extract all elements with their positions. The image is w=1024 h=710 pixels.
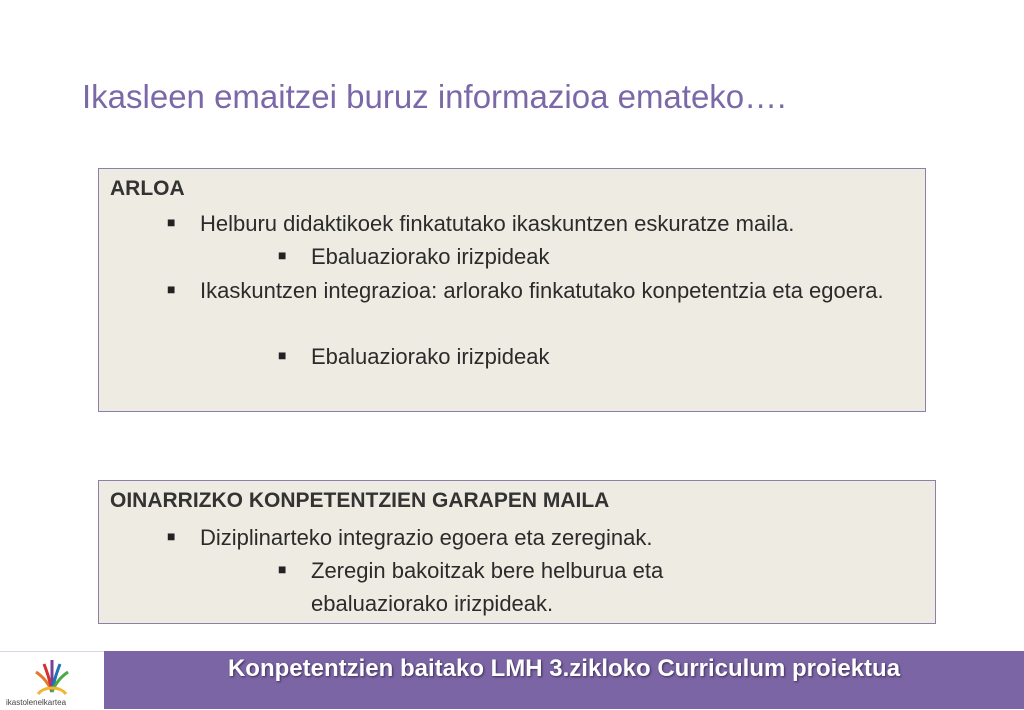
konpetentzien-box xyxy=(98,480,936,624)
slide-title: Ikasleen emaitzei buruz informazioa emateko…. xyxy=(82,78,787,115)
arloa-item-1: Helburu didaktikoek finkatutako ikaskuntzen eskuratze maila. xyxy=(200,211,795,236)
arloa-subitem-2: Ebaluaziorako irizpideak xyxy=(311,344,550,369)
konpetentzien-heading: OINARRIZKO KONPETENTZIEN GARAPEN MAILA xyxy=(110,489,610,512)
square-bullet-icon: ■ xyxy=(167,281,176,297)
arloa-heading: ARLOA xyxy=(110,177,185,200)
ikastolen-elkartea-logo-icon xyxy=(0,652,104,700)
square-bullet-icon: ■ xyxy=(167,214,176,230)
arloa-box xyxy=(98,168,926,412)
square-bullet-icon: ■ xyxy=(278,561,287,577)
logo-area xyxy=(0,651,104,710)
square-bullet-icon: ■ xyxy=(167,528,176,544)
konpetentzien-subitem-1: Zeregin bakoitzak bere helburua eta ebaluaziorako irizpideak. xyxy=(311,558,664,616)
footer-banner xyxy=(104,651,1024,709)
footer-title: Konpetentzien baitako LMH 3.zikloko Curriculum proiektua xyxy=(227,655,901,682)
square-bullet-icon: ■ xyxy=(278,247,287,263)
square-bullet-icon: ■ xyxy=(278,347,287,363)
konpetentzien-item-1: Diziplinarteko integrazio egoera eta zereginak. xyxy=(200,525,653,550)
logo-caption: ikastolenelkartea xyxy=(6,698,67,707)
arloa-item-2: Ikaskuntzen integrazioa: arlorako finkatutako konpetentzia eta egoera. xyxy=(200,278,884,303)
arloa-subitem-1: Ebaluaziorako irizpideak xyxy=(311,244,550,269)
